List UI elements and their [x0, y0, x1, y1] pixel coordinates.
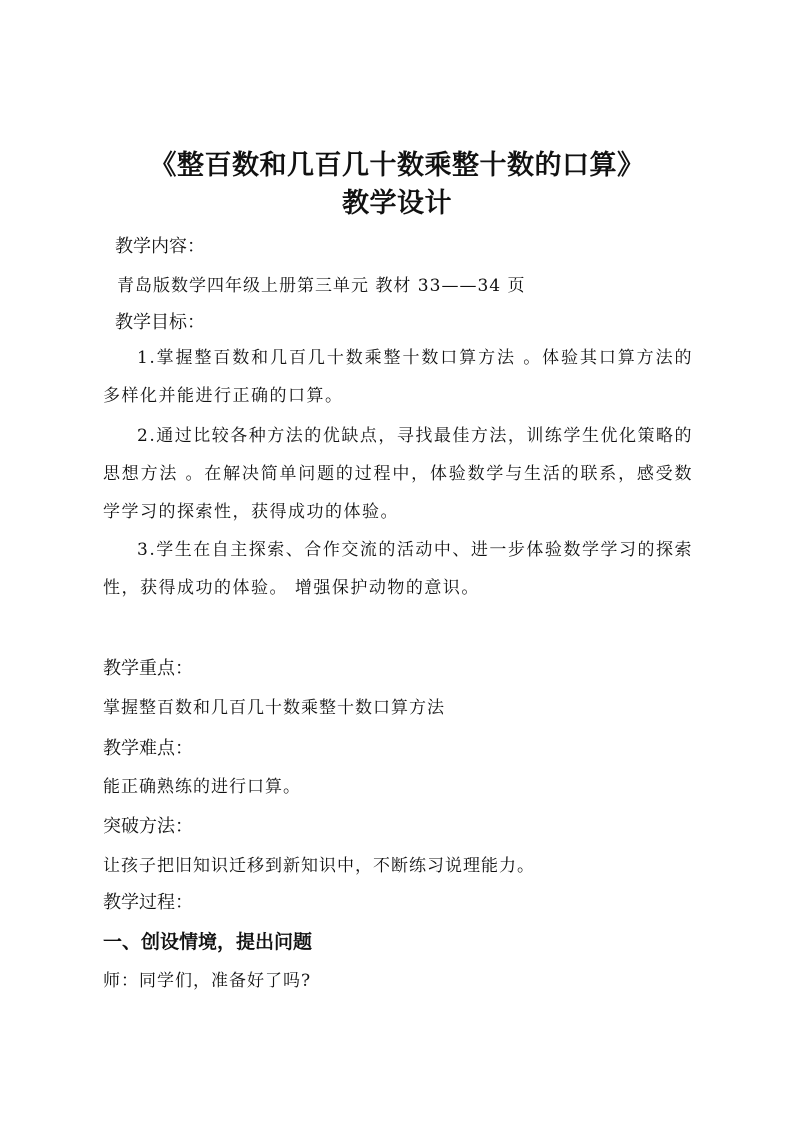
- goal-1: 1.掌握整百数和几百几十数乘整十数口算方法 。体验其口算方法的多样化并能进行正确的口算。: [103, 348, 693, 406]
- content-text: 青岛版数学四年级上册第三单元 教材 33——34 页: [117, 276, 526, 296]
- difficulty-text: 能正确熟练的进行口算。: [103, 777, 301, 797]
- goal-3: 3.学生在自主探索、合作交流的活动中、进一步体验数学学习的探索性，获得成功的体验。 增强保护动物的意识。: [103, 540, 693, 598]
- document-subtitle: 教学设计: [342, 188, 452, 219]
- difficulty-heading: 教学难点：: [103, 738, 193, 759]
- method-heading: 突破方法：: [103, 816, 193, 837]
- key-point-text: 掌握整百数和几百几十数乘整十数口算方法: [103, 698, 445, 718]
- document-title: 《整百数和几百几十数乘整十数的口算》: [149, 150, 645, 181]
- goals-heading: 教学目标：: [115, 312, 205, 333]
- dialogue-line: 师：同学们，准备好了吗?: [103, 971, 312, 991]
- method-text: 让孩子把旧知识迁移到新知识中，不断练习说理能力。: [103, 856, 535, 876]
- key-point-heading: 教学重点：: [103, 658, 193, 679]
- process-heading: 教学过程：: [103, 892, 193, 913]
- goal-2: 2.通过比较各种方法的优缺点，寻找最佳方法，训练学生优化策略的思想方法 。在解决简单问题的过程中，体验数学与生活的联系，感受数学学习的探索性，获得成功的体验。: [103, 426, 693, 522]
- section-1-heading: 一、创设情境，提出问题: [103, 931, 313, 953]
- content-heading: 教学内容：: [115, 236, 205, 257]
